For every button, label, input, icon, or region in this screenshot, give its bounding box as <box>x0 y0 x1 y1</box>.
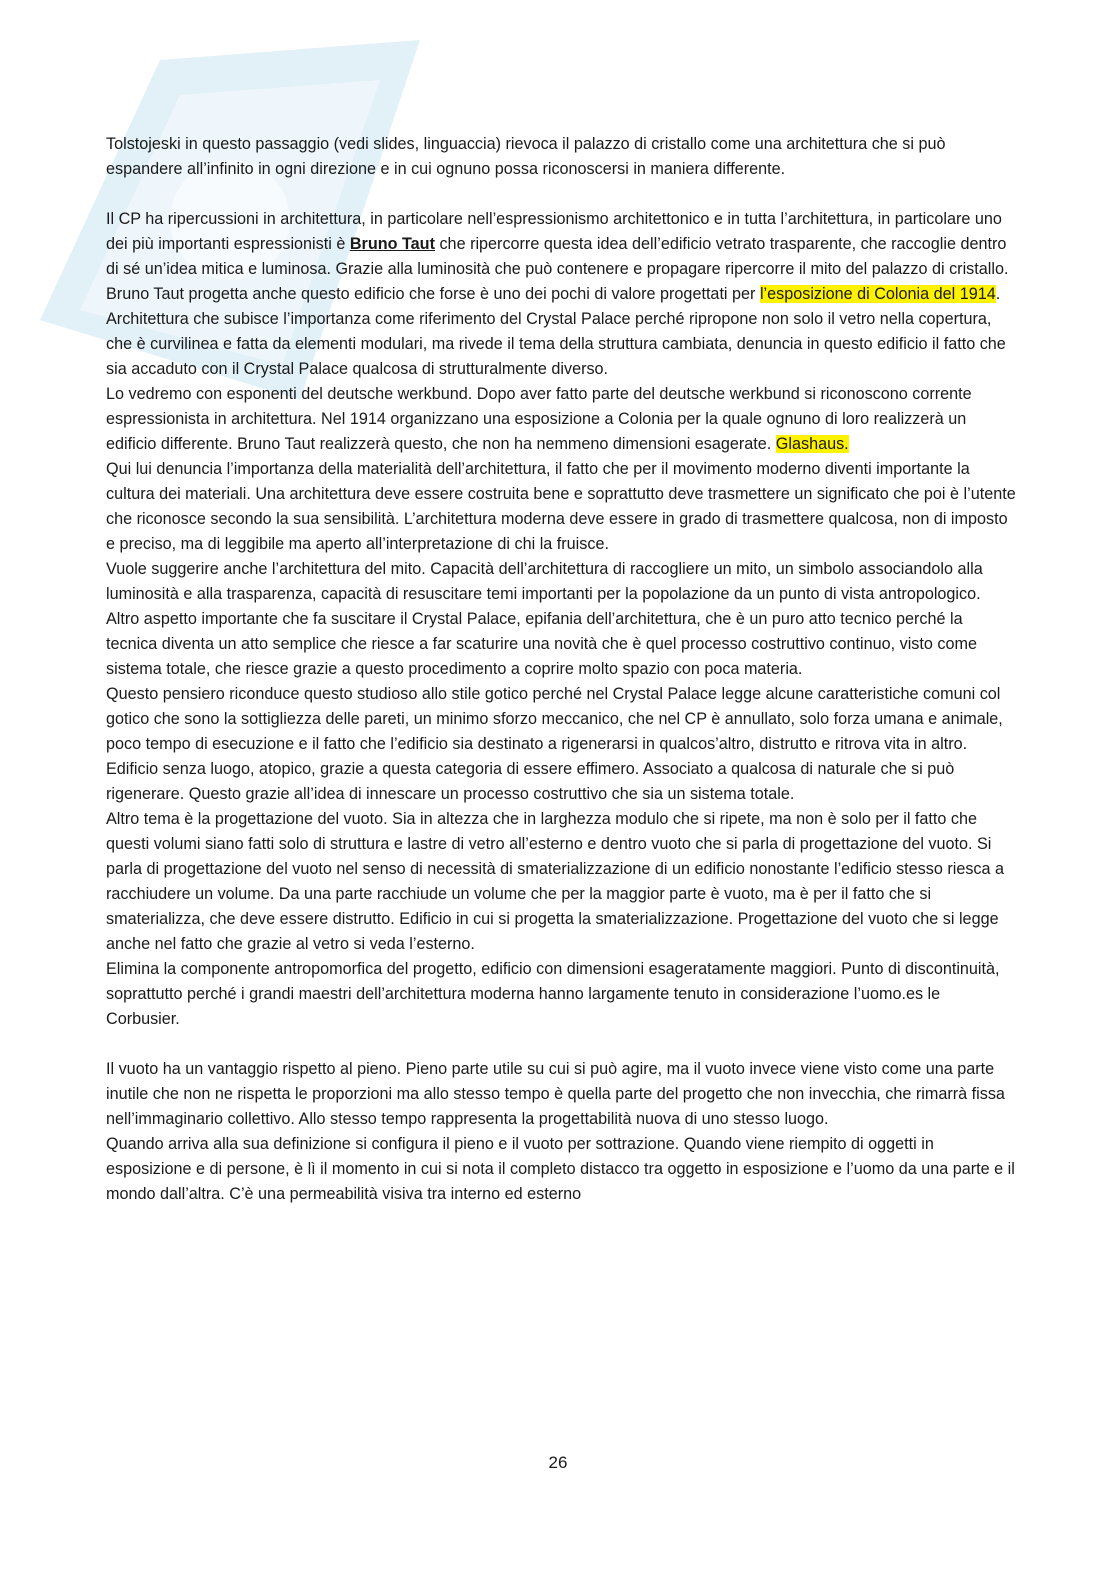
paragraph: Qui lui denuncia l’importanza della materialità dell’architettura, il fatto che per il movimento moderno diventi importante la cultura dei materiali. Una architettura deve essere costruita bene e soprattutto deve trasmettere un significato che poi è l’utente che riconosce secondo la sua sensibilità. L’architettura moderna deve essere in grado di trasmettere qualcosa, non di imposto e preciso, ma di leggibile ma aperto all’interpretazione di chi la fruisce. <box>106 460 1016 553</box>
page-number: 26 <box>548 1453 568 1472</box>
paragraph: Quando arriva alla sua definizione si configura il pieno e il vuoto per sottrazione. Quando viene riempito di oggetti in esposizione e di persone, è lì il momento in cui si nota il completo distacco tra oggetto in esposizione e l’uomo da una parte e il mondo dall’altra. C’è una permeabilità visiva tra interno ed esterno <box>106 1135 1015 1203</box>
text-span: . Architettura che subisce l’importanza come riferimento del Crystal Palace perché ripropone non solo il vetro nella copertura, che è curvilinea e fatta da elementi modulari, ma rivede il tema della struttura cambiata, denuncia in questo edificio il fatto che sia accaduto con il Crystal Palace qualcosa di strutturalmente diverso. <box>106 285 1006 378</box>
paragraph: Altro tema è la progettazione del vuoto. Sia in altezza che in larghezza modulo che si ripete, ma non è solo per il fatto che questi volumi siano fatti solo di struttura e lastre di vetro all’esterno e dentro vuoto che si parla di progettazione del vuoto. Si parla di progettazione del vuoto nel senso di necessità di smaterializzazione di un edificio nonostante l’edificio stesso riesca a racchiudere un volume. Da una parte racchiude un volume che per la maggior parte è vuoto, ma è per il fatto che si smaterializza, che deve essere distrutto. Edificio in cui si progetta la smaterializzazione. Progettazione del vuoto che si legge anche nel fatto che grazie al vetro si veda l’esterno. <box>106 810 1005 953</box>
paragraph <box>106 207 1018 282</box>
paragraph <box>106 282 1018 382</box>
paragraph: Questo pensiero riconduce questo studioso allo stile gotico perché nel Crystal Palace legge alcune caratteristiche comuni col gotico che sono la sottigliezza delle pareti, un minimo sforzo meccanico, che nel CP è annullato, solo forza umana e animale, poco tempo di esecuzione e il fatto che l’edificio sia destinato a rigenerarsi in qualcos’altro, distrutto e ritrova vita in altro. <box>106 685 1003 753</box>
paragraph: Edificio senza luogo, atopico, grazie a questa categoria di essere effimero. Associato a qualcosa di naturale che si può rigenerare. Questo grazie all’idea di innescare un processo costruttivo che sia un sistema totale. <box>106 760 955 803</box>
bold-name-bruno-taut: Bruno Taut <box>349 235 435 253</box>
paragraph <box>106 382 1018 457</box>
paragraph: Vuole suggerire anche l’architettura del mito. Capacità dell’architettura di raccogliere un mito, un simbolo associandolo alla luminosità e alla trasparenza, capacità di resuscitare temi importanti per la popolazione da un punto di vista antropologico. <box>106 560 983 603</box>
paragraph: Tolstojeski in questo passaggio (vedi slides, linguaccia) rievoca il palazzo di cristallo come una architettura che si può espandere all’infinito in ogni direzione e in cui ognuno possa riconoscersi in maniera differente. <box>106 135 946 178</box>
text-span: che ripercorre questa idea dell’edificio vetrato trasparente, che raccoglie dentro di sé un’idea mitica e luminosa. Grazie alla luminosità che può contenere e propagare ripercorre il mito del palazzo di cristallo. <box>106 235 1009 278</box>
text-span: Lo vedremo con esponenti del deutsche werkbund. Dopo aver fatto parte del deutsche werkbund si riconoscono corrente espressionista in architettura. Nel 1914 organizzano una esposizione a Colonia per la quale ognuno di loro realizzerà un edificio differente. Bruno Taut realizzerà questo, che non ha nemmeno dimensioni esagerate. <box>106 385 972 453</box>
paragraph: Elimina la componente antropomorfica del progetto, edificio con dimensioni esageratamente maggiori. Punto di discontinuità, soprattutto perché i grandi maestri dell’architettura moderna hanno largamente tenuto in considerazione l’uomo.es le Corbusier. <box>106 960 1000 1028</box>
highlighted-text: l’esposizione di Colonia del 1914 <box>759 285 996 303</box>
highlighted-text: Glashaus. <box>775 435 849 453</box>
paragraph: Altro aspetto importante che fa suscitare il Crystal Palace, epifania dell’architettura, che è un puro atto tecnico perché la tecnica diventa un atto semplice che riesce a far scaturire una novità che è quel processo costruttivo continuo, visto come sistema totale, che riesce grazie a questo procedimento a coprire molto spazio con poca materia. <box>106 610 977 678</box>
paragraph: Il vuoto ha un vantaggio rispetto al pieno. Pieno parte utile su cui si può agire, ma il vuoto invece viene visto come una parte inutile che non ne rispetta le proporzioni ma allo stesso tempo è quella parte del progetto che non invecchia, che rimarrà fissa nell’immaginario collettivo. Allo stesso tempo rappresenta la progettabilità nuova di uno stesso luogo. <box>106 1060 1005 1128</box>
document-body <box>106 132 1018 1207</box>
text-span: Il CP ha ripercussioni in architettura, in particolare nell’espressionismo architettonico e in tutta l’architettura, in particolare uno dei più importanti espressionisti è <box>106 210 1002 253</box>
text-span: Bruno Taut progetta anche questo edificio che forse è uno dei pochi di valore progettati per <box>106 285 760 303</box>
